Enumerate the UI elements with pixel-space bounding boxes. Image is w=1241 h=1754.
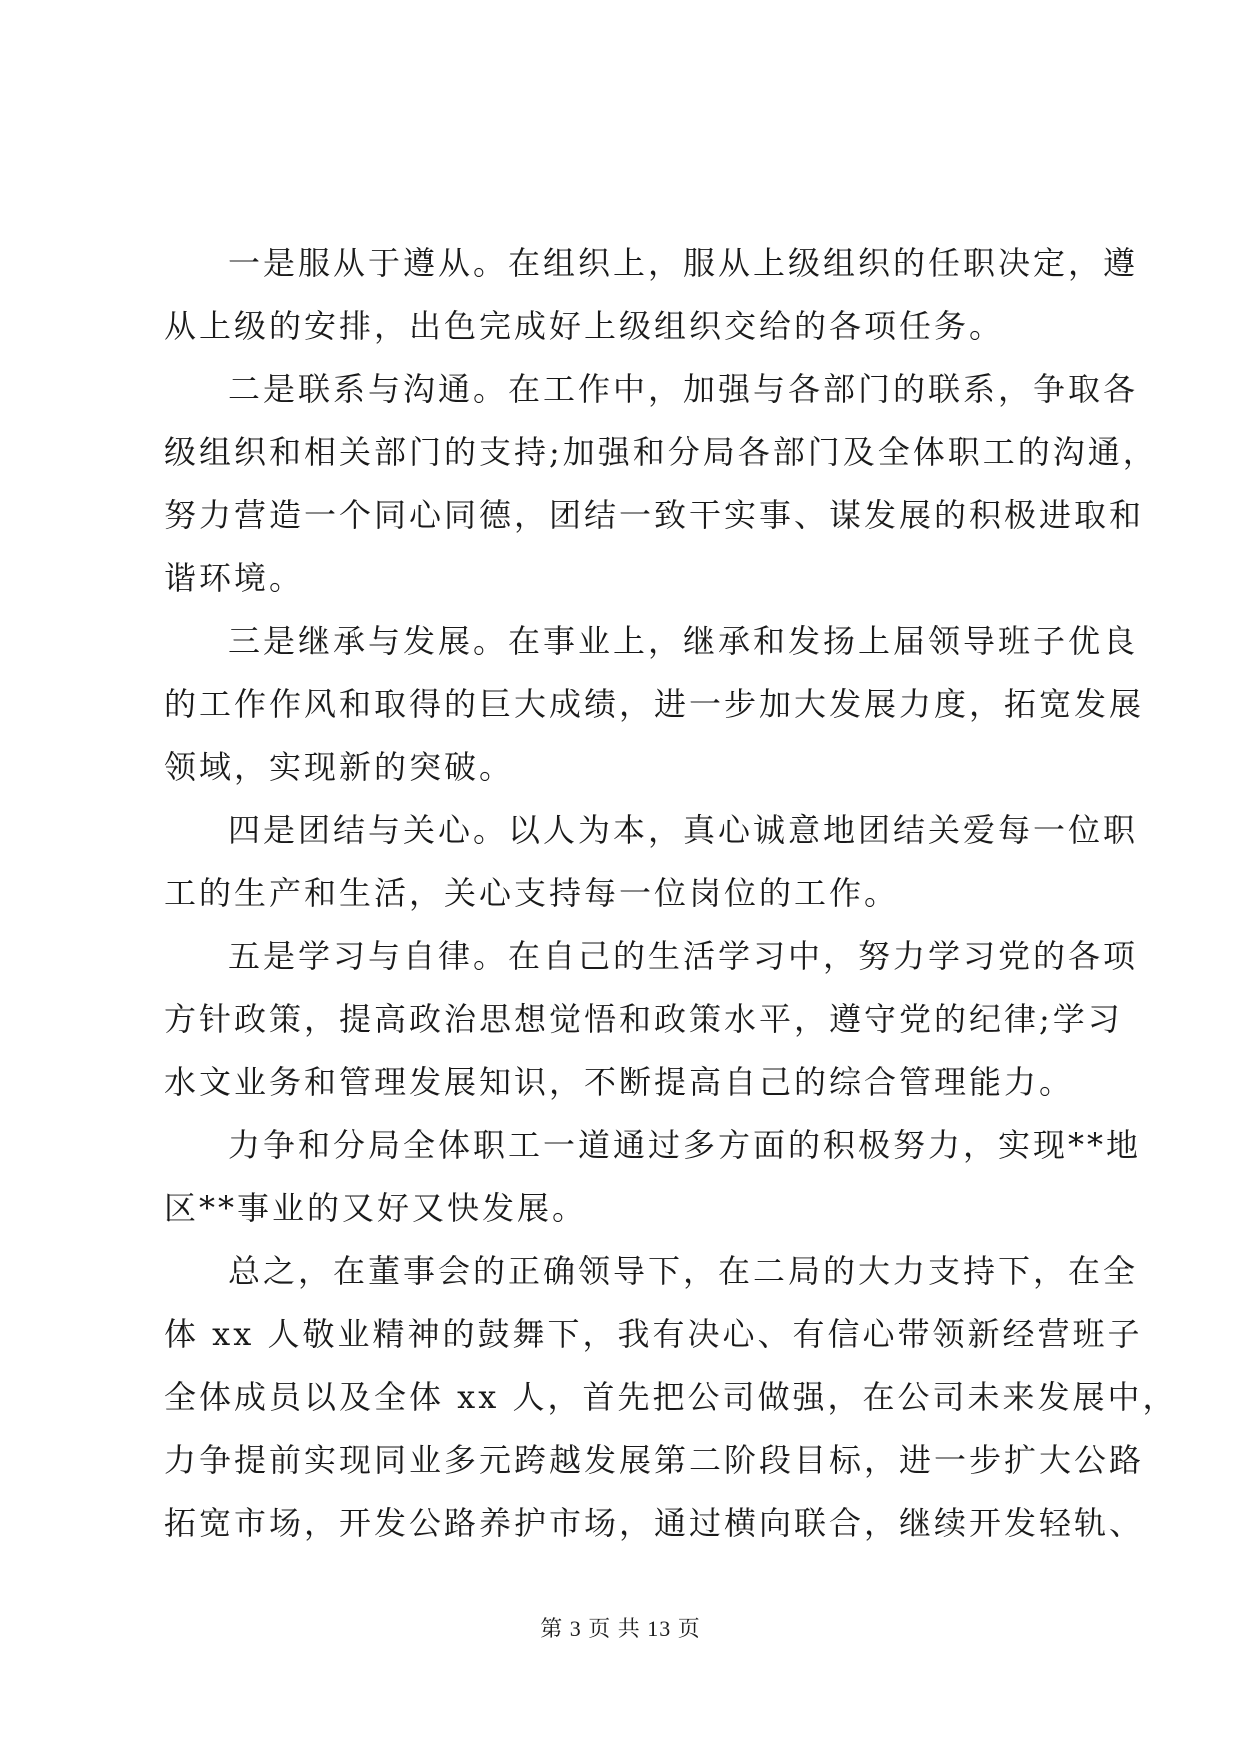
paragraph-7	[164, 1240, 1178, 1555]
paragraph-line: 区**事业的又好又快发展。	[164, 1189, 588, 1227]
paragraph-line: 谐环境。	[164, 559, 305, 597]
paragraph-line: 从上级的安排，出色完成好上级组织交给的各项任务。	[164, 307, 1005, 345]
paragraph-line: 的工作作风和取得的巨大成绩，进一步加大发展力度，拓宽发展	[164, 685, 1145, 723]
paragraph-line: 四是团结与关心。以人为本，真心诚意地团结关爱每一位职	[228, 811, 1139, 849]
paragraph-2	[164, 358, 1158, 610]
paragraph-5	[164, 925, 1139, 1114]
paragraph-line: 总之，在董事会的正确领导下，在二局的大力支持下，在全	[228, 1252, 1139, 1290]
page-number-footer: 第 3 页 共 13 页	[540, 1616, 701, 1641]
paragraph-line: 力争提前实现同业多元跨越发展第二阶段目标，进一步扩大公路	[164, 1441, 1145, 1479]
paragraph-line: 二是联系与沟通。在工作中，加强与各部门的联系，争取各	[228, 370, 1139, 408]
paragraph-line: 体 xx 人敬业精神的鼓舞下，我有决心、有信心带领新经营班子	[164, 1315, 1143, 1353]
paragraph-6	[164, 1114, 1142, 1240]
paragraph-line: 水文业务和管理发展知识，不断提高自己的综合管理能力。	[164, 1063, 1075, 1101]
paragraph-line: 三是继承与发展。在事业上，继承和发扬上届领导班子优良	[228, 622, 1139, 660]
paragraph-line: 全体成员以及全体 xx 人，首先把公司做强，在公司未来发展中，	[164, 1378, 1178, 1416]
document-body	[164, 232, 1178, 1555]
paragraph-1	[164, 232, 1139, 358]
paragraph-line: 工的生产和生活，关心支持每一位岗位的工作。	[164, 874, 900, 912]
paragraph-line: 领域，实现新的突破。	[164, 748, 515, 786]
paragraph-line: 方针政策，提高政治思想觉悟和政策水平，遵守党的纪律;学习	[164, 1000, 1123, 1038]
paragraph-line: 级组织和相关部门的支持;加强和分局各部门及全体职工的沟通，	[164, 433, 1158, 471]
paragraph-line: 拓宽市场，开发公路养护市场，通过横向联合，继续开发轻轨、	[164, 1504, 1145, 1542]
paragraph-3	[164, 610, 1145, 799]
paragraph-line: 力争和分局全体职工一道通过多方面的积极努力，实现**地	[228, 1126, 1142, 1164]
paragraph-line: 一是服从于遵从。在组织上，服从上级组织的任职决定，遵	[228, 244, 1139, 282]
paragraph-4	[164, 799, 1139, 925]
paragraph-line: 努力营造一个同心同德，团结一致干实事、谋发展的积极进取和	[164, 496, 1145, 534]
paragraph-line: 五是学习与自律。在自己的生活学习中，努力学习党的各项	[228, 937, 1139, 975]
